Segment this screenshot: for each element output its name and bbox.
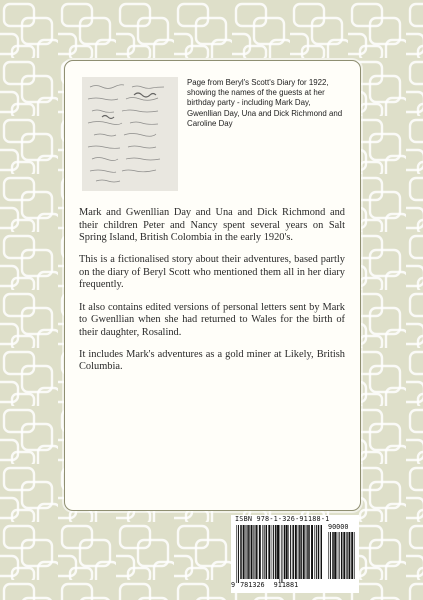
- barcode-bars: [236, 525, 322, 583]
- isbn-label: ISBN 978-1-326-91188-1: [235, 515, 330, 523]
- blurb-paragraph: Mark and Gwenllian Day and Una and Dick Richmond and their children Peter and Nancy spent several years on Salt Spring Island, British Colombia in the early 1920's.: [79, 207, 345, 244]
- blurb-text: [79, 207, 345, 384]
- addon-barcode-bars: [328, 532, 355, 583]
- ean-digits: [231, 581, 327, 589]
- diary-page-image: [82, 77, 178, 191]
- blurb-paragraph: It also contains edited versions of personal letters sent by Mark to Gwenllian when she had returned to Wales for the birth of their daughter, Rosalind.: [79, 301, 345, 338]
- diary-caption: Page from Beryl's Scott's Diary for 1922, showing the names of the guests at her birthday party - including Mark Day, Gwenllian Day, Una and Dick Richmond and Caroline Day: [187, 78, 343, 128]
- isbn-barcode: [231, 515, 359, 593]
- addon-number: 90000: [328, 523, 349, 531]
- blurb-paragraph: This is a fictionalised story about their adventures, based partly on the diary of Beryl Scott who mentioned them all in her diary frequently.: [79, 254, 345, 291]
- ean-digits-right: 911881: [273, 581, 299, 589]
- ean-digit-first: 9: [231, 581, 236, 589]
- ean-digits-left: 781326: [240, 581, 265, 589]
- blurb-paragraph: It includes Mark's adventures as a gold miner at Likely, British Columbia.: [79, 348, 345, 373]
